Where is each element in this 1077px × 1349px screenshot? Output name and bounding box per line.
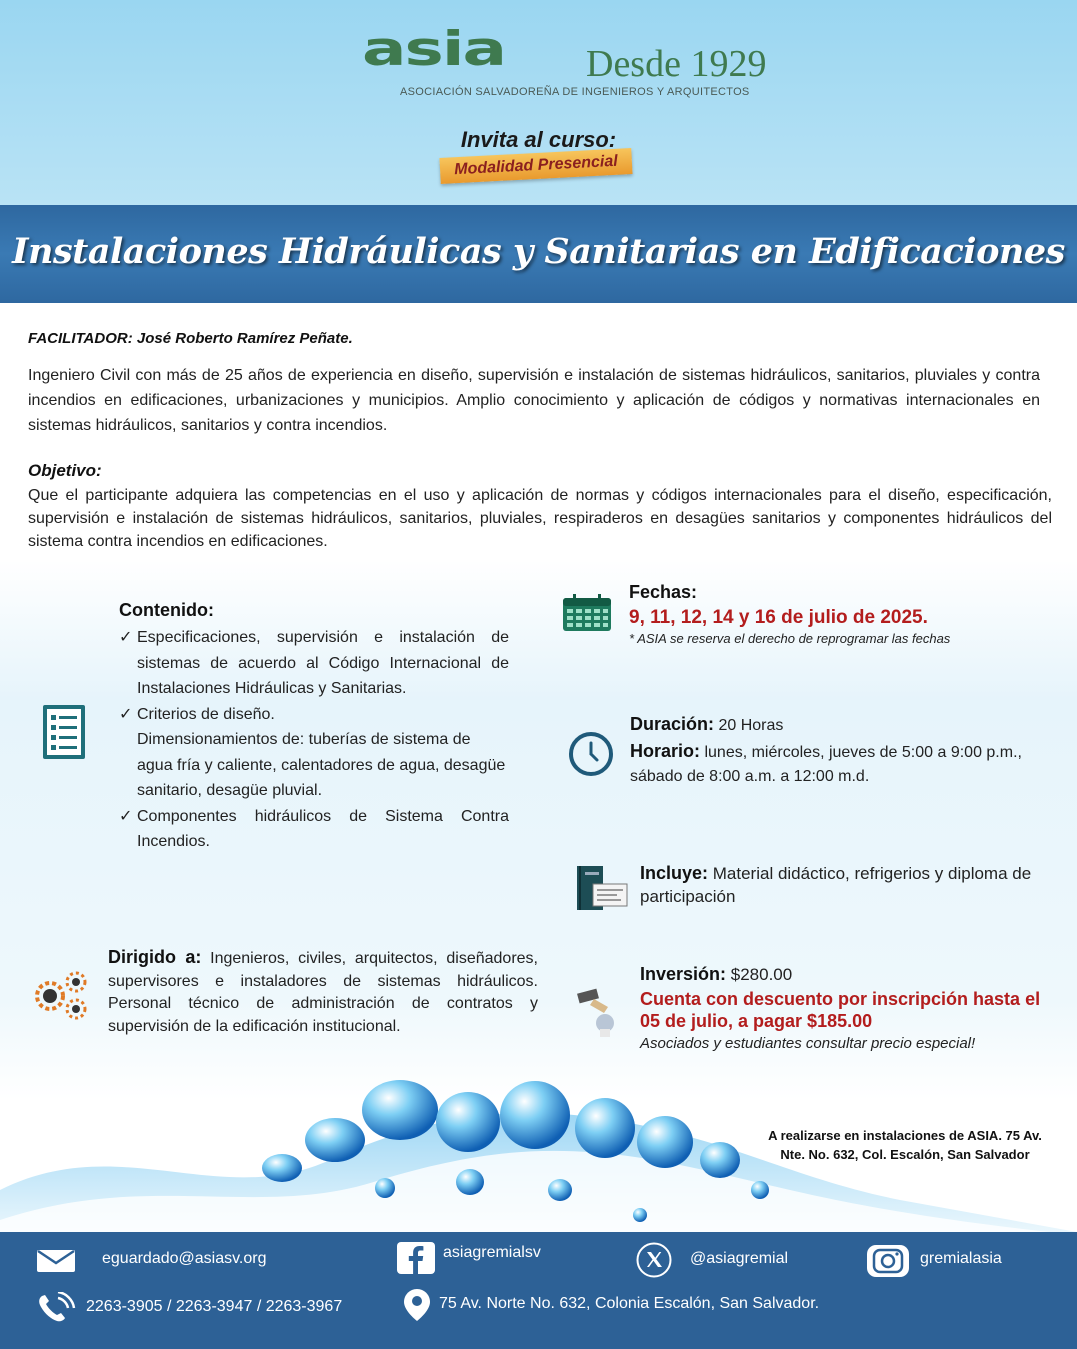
invite-text: Invita al curso: bbox=[460, 127, 617, 152]
time-label: Horario: bbox=[630, 740, 701, 761]
calendar-icon bbox=[562, 594, 612, 632]
facilitator-line: FACILITADOR: José Roberto Ramírez Peñate. bbox=[28, 330, 353, 347]
dates-note: * ASIA se reserva el derecho de reprogramar las fechas bbox=[629, 631, 951, 646]
facebook-icon[interactable] bbox=[397, 1242, 435, 1274]
footer bbox=[0, 1232, 1077, 1349]
includes-section bbox=[640, 862, 1050, 908]
content-subitem: Dimensionamientos de: tuberías de sistema de agua fría y caliente, calentadores de agua, desagüe sanitario, desagüe pluvial. bbox=[137, 731, 506, 799]
email-icon bbox=[36, 1249, 76, 1273]
x-twitter-icon[interactable] bbox=[636, 1242, 672, 1278]
content-item: ✓ Componentes hidráulicos de Sistema Contra Incendios. bbox=[119, 804, 509, 855]
content-item: ✓ Criterios de diseño. Dimensionamientos de: tuberías de sistema de agua fría y caliente, calentadores de agua, desagüe sanitario, desagüe pluvial. bbox=[119, 702, 509, 804]
duration-label: Duración: bbox=[630, 714, 715, 734]
check-icon: ✓ bbox=[119, 629, 133, 646]
logo-subtitle: ASOCIACIÓN SALVADOREÑA DE INGENIEROS Y ARQUITECTOS bbox=[400, 86, 750, 98]
audience-text: Ingenieros, civiles, arquitectos, diseñadores, supervisores e instaladores de sistemas hidráulicos. Personal técnico de administración de contratos y supervisión de la edificación institucional. bbox=[108, 950, 538, 1035]
footer-address[interactable]: 75 Av. Norte No. 632, Colonia Escalón, San Salvador. bbox=[439, 1295, 820, 1312]
modality-ribbon: Modalidad Presencial bbox=[439, 148, 632, 184]
content-title: Contenido: bbox=[119, 600, 214, 620]
duration-value: 20 Horas bbox=[714, 717, 784, 734]
team-gears-icon bbox=[34, 970, 90, 1022]
investment-note: Asociados y estudiantes consultar precio especial! bbox=[640, 1035, 976, 1052]
dates-label: Fechas: bbox=[629, 582, 698, 602]
phone-icon bbox=[36, 1292, 76, 1324]
content-item: ✓ Especificaciones, supervisión e instalación de sistemas de acuerdo al Código Internacional de Instalaciones Hidráulicas y Sanitarias. bbox=[119, 625, 509, 702]
instagram-icon[interactable] bbox=[866, 1244, 910, 1278]
dates-section bbox=[629, 582, 1049, 646]
schedule-section bbox=[630, 712, 1050, 790]
footer-instagram[interactable]: gremialasia bbox=[920, 1250, 1002, 1267]
investment-value: $280.00 bbox=[726, 965, 793, 984]
checklist-icon bbox=[42, 704, 86, 760]
payment-icon bbox=[572, 985, 622, 1039]
audience-label: Dirigido a: bbox=[108, 947, 202, 967]
facilitator-bio: Ingeniero Civil con más de 25 años de experiencia en diseño, supervisión e instalación de sistemas hidráulicos, sanitarios, pluviales y contra incendios en edificaciones, urbanizaciones y municipios. Amplio conocimiento y aplicación de códigos y normativas internacionales en sistemas hidráulicos, sanitarios y contra incendios. bbox=[28, 367, 1040, 434]
objective-text: Que el participante adquiera las competencias en el uso y aplicación de normas y códigos internacionales para el diseño, especificación, supervisión e instalación de sistemas hidráulicos, sanitarios, pluviales, respiraderos en desagües sanitarios y componentes hidráulicos del sistema contra incendios en edificaciones. bbox=[28, 487, 1052, 550]
footer-x[interactable]: @asiagremial bbox=[690, 1250, 789, 1267]
includes-label: Incluye: bbox=[640, 863, 709, 883]
dates-value: 9, 11, 12, 14 y 16 de julio de 2025. bbox=[629, 607, 928, 628]
header-area bbox=[0, 0, 1077, 205]
course-title: Instalaciones Hidráulicas y Sanitarias en Edificaciones bbox=[12, 231, 1065, 272]
check-icon: ✓ bbox=[119, 807, 133, 825]
clock-icon bbox=[568, 731, 614, 777]
footer-email[interactable]: eguardado@asiasv.org bbox=[102, 1250, 267, 1267]
venue-address: A realizarse en instalaciones de ASIA. 75 Av. Nte. No. 632, Col. Escalón, San Salvador bbox=[768, 1128, 1042, 1162]
check-icon: ✓ bbox=[119, 705, 133, 723]
includes-value: Material didáctico, refrigerios y diploma de participación bbox=[640, 864, 1032, 906]
footer-phones[interactable]: 2263-3905 / 2263-3947 / 2263-3967 bbox=[86, 1298, 343, 1315]
content-section bbox=[119, 600, 509, 855]
location-pin-icon bbox=[403, 1288, 431, 1322]
objective-title: Objetivo: bbox=[28, 461, 102, 480]
time-value: lunes, miércoles, jueves de 5:00 a 9:00 p.m., sábado de 8:00 a.m. a 12:00 m.d. bbox=[630, 743, 1022, 785]
investment-label: Inversión: bbox=[640, 964, 727, 984]
logo-wordmark: asia bbox=[362, 21, 505, 77]
logo-since: Desde 1929 bbox=[586, 43, 767, 85]
materials-icon bbox=[575, 864, 629, 912]
audience-section bbox=[108, 946, 538, 1038]
content-list bbox=[119, 625, 509, 855]
footer-facebook[interactable]: asiagremialsv bbox=[443, 1244, 541, 1261]
investment-discount: Cuenta con descuento por inscripción hasta el 05 de julio, a pagar $185.00 bbox=[640, 989, 1041, 1031]
title-banner bbox=[0, 205, 1077, 303]
investment-section bbox=[640, 964, 1060, 1052]
